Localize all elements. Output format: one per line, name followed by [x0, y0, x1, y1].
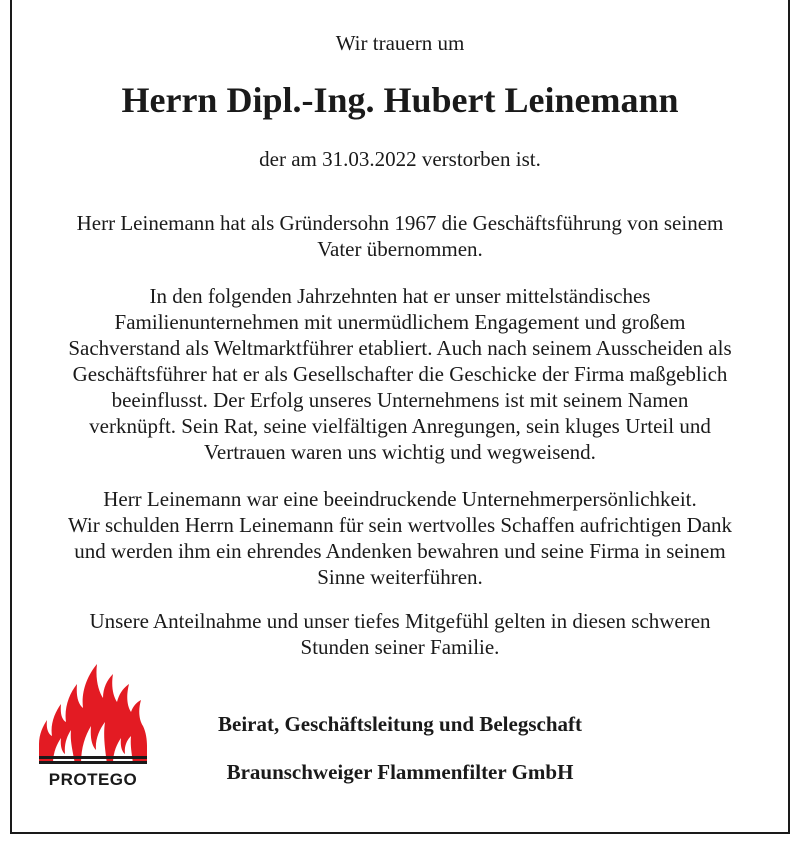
paragraph-line: Vater übernommen. [317, 237, 483, 261]
paragraph-line: verknüpft. Sein Rat, seine vielfältigen Anregungen, sein kluges Urteil und [89, 414, 711, 438]
paragraph-line: Familienunternehmen mit unermüdlichem Engagement und großem [114, 310, 686, 334]
paragraph-line: Unsere Anteilnahme und unser tiefes Mitgefühl gelten in diesen schweren [89, 609, 711, 633]
paragraph-1 [20, 210, 780, 262]
paragraph-line: und werden ihm ein ehrendes Andenken bewahren und seine Firma in seinem [74, 539, 726, 563]
signature-line-1: Beirat, Geschäftsleitung und Belegschaft [218, 712, 582, 736]
company-logo-text: PROTEGO [48, 770, 138, 789]
death-date-line: der am 31.03.2022 verstorben ist. [259, 147, 541, 171]
paragraph-line: beeinflusst. Der Erfolg unseres Unternehmens ist mit seinem Namen [111, 388, 689, 412]
paragraph-4 [20, 608, 780, 660]
deceased-name: Herrn Dipl.-Ing. Hubert Leinemann [121, 80, 679, 120]
paragraph-line: Geschäftsführer hat er als Gesellschafter die Geschicke der Firma maßgeblich [72, 362, 728, 386]
paragraph-line: Sachverstand als Weltmarktführer etabliert. Auch nach seinem Ausscheiden als [68, 336, 732, 360]
paragraph-line: In den folgenden Jahrzehnten hat er unser mittelständisches [149, 284, 651, 308]
paragraph-line: Herr Leinemann war eine beeindruckende Unternehmerpersönlichkeit. [103, 487, 697, 511]
paragraph-line: Sinne weiterführen. [317, 565, 483, 589]
signature-line-2: Braunschweiger Flammenfilter GmbH [226, 760, 574, 784]
paragraph-line: Vertrauen waren uns wichtig und wegweisend. [204, 440, 596, 464]
paragraph-line: Herr Leinemann hat als Gründersohn 1967 die Geschäftsführung von seinem [76, 211, 724, 235]
intro-text: Wir trauern um [335, 31, 465, 55]
paragraph-line: Stunden seiner Familie. [300, 635, 500, 659]
paragraph-2 [20, 283, 780, 465]
paragraph-line: Wir schulden Herrn Leinemann für sein wertvolles Schaffen aufrichtigen Dank [67, 513, 733, 537]
paragraph-3 [20, 486, 780, 590]
